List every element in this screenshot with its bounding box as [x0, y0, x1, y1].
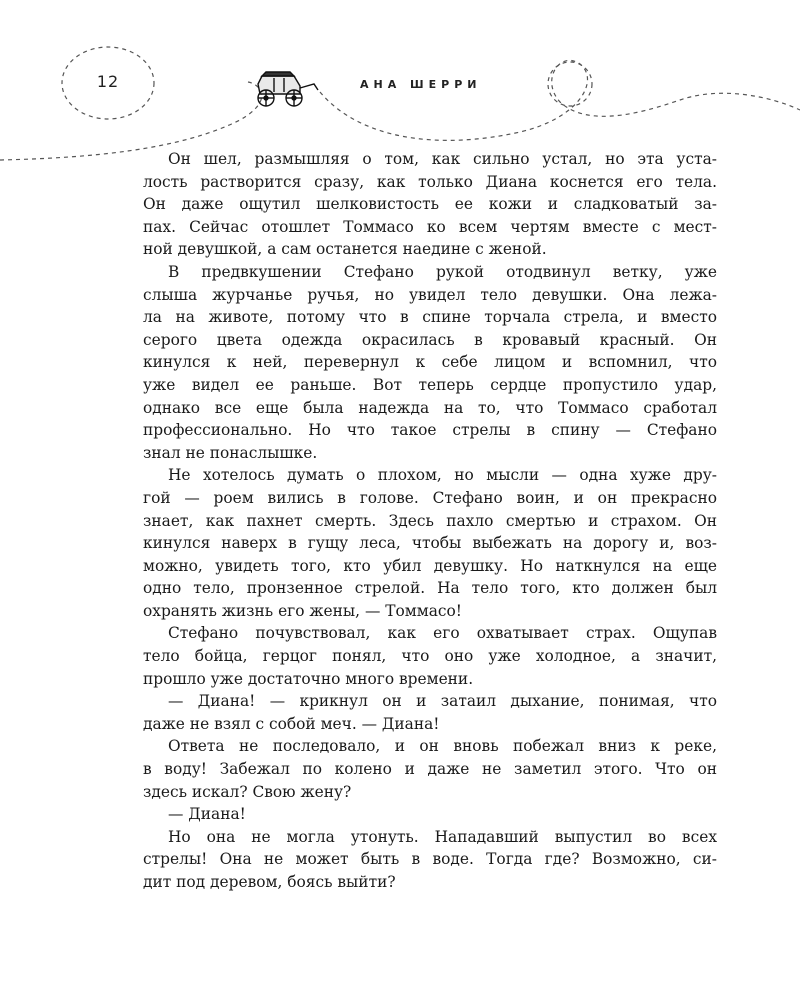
text-line: дит под деревом, боясь выйти? [143, 873, 396, 891]
carriage-icon [248, 62, 322, 108]
text-line: здесь искал? Свою жену? [143, 782, 352, 801]
text-line: Он шел, размышляя о том, как сильно устал, но эта уста- [168, 150, 717, 168]
text-line: слыша журчанье ручья, но увидел тело девушки. Она лежа- [143, 285, 717, 304]
text-line: уже видел ее раньше. Вот теперь сердце пропустило удар, [143, 375, 717, 394]
text-line: кинулся наверх в гущу леса, чтобы выбежать на дорогу и, воз- [143, 534, 717, 553]
text-line: охранять жизнь его жены, — Томмасо! [143, 601, 462, 620]
text-line: кинулся к ней, перевернул к себе лицом и вспомнил, что [143, 353, 717, 372]
text-line: знает, как пахнет смерть. Здесь пахло смертью и страхом. Он [143, 511, 717, 530]
body-text [143, 148, 717, 894]
text-line: гой — роем вились в голове. Стефано воин, и он прекрасно [143, 488, 717, 507]
text-line: Ответа не последовало, и он вновь побежал вниз к реке, [168, 737, 717, 756]
text-line: Стефано почувствовал, как его охватывает страх. Ощупав [168, 624, 717, 643]
text-line: в воду! Забежал по колено и даже не заметил этого. Что он [143, 760, 717, 779]
text-line: — Диана! [168, 805, 246, 824]
text-line: даже не взял с собой меч. — Диана! [143, 714, 440, 733]
text-line: стрелы! Она не может быть в воде. Тогда где? Возможно, си- [143, 850, 717, 869]
text-line: В предвкушении Стефано рукой отодвинул ветку, уже [168, 262, 717, 281]
text-line: Не хотелось думать о плохом, но мысли — одна хуже дру- [168, 466, 717, 485]
text-line: ной девушкой, а сам останется наедине с женой. [143, 240, 547, 259]
text-line: ла на животе, потому что в спине торчала стрела, и вместо [143, 308, 717, 327]
dashed-swirl-right [320, 60, 800, 140]
text-line: однако все еще была надежда на то, что Томмасо сработал [143, 398, 717, 417]
text-line: тело бойца, герцог понял, что оно уже холодное, а значит, [143, 647, 717, 666]
text-line: пах. Сейчас отошлет Томмасо ко всем чертям вместе с мест- [143, 217, 717, 236]
text-line: Но она не могла утонуть. Нападавший выпустил во всех [168, 827, 717, 846]
text-line: Он даже ощутил шелковистость ее кожи и сладковатый за- [143, 195, 717, 214]
text-line: серого цвета одежда окрасилась в кровавый красный. Он [143, 330, 717, 349]
text-line: прошло уже достаточно много времени. [143, 669, 474, 688]
page-number: 12 [96, 72, 120, 91]
text-line: — Диана! — крикнул он и затаил дыхание, понимая, что [168, 692, 717, 711]
text-line: можно, увидеть того, кто убил девушку. Но наткнулся на еще [143, 556, 717, 575]
text-line: профессионально. Но что такое стрелы в спину — Стефано [143, 421, 717, 440]
dashed-loop-right [548, 62, 592, 106]
text-line: лость растворится сразу, как только Диана коснется его тела. [143, 172, 717, 191]
text-line: одно тело, пронзенное стрелой. На тело того, кто должен был [143, 579, 717, 598]
running-head-author: АНА ШЕРРИ [360, 78, 482, 91]
text-line: знал не понаслышке. [143, 443, 318, 462]
